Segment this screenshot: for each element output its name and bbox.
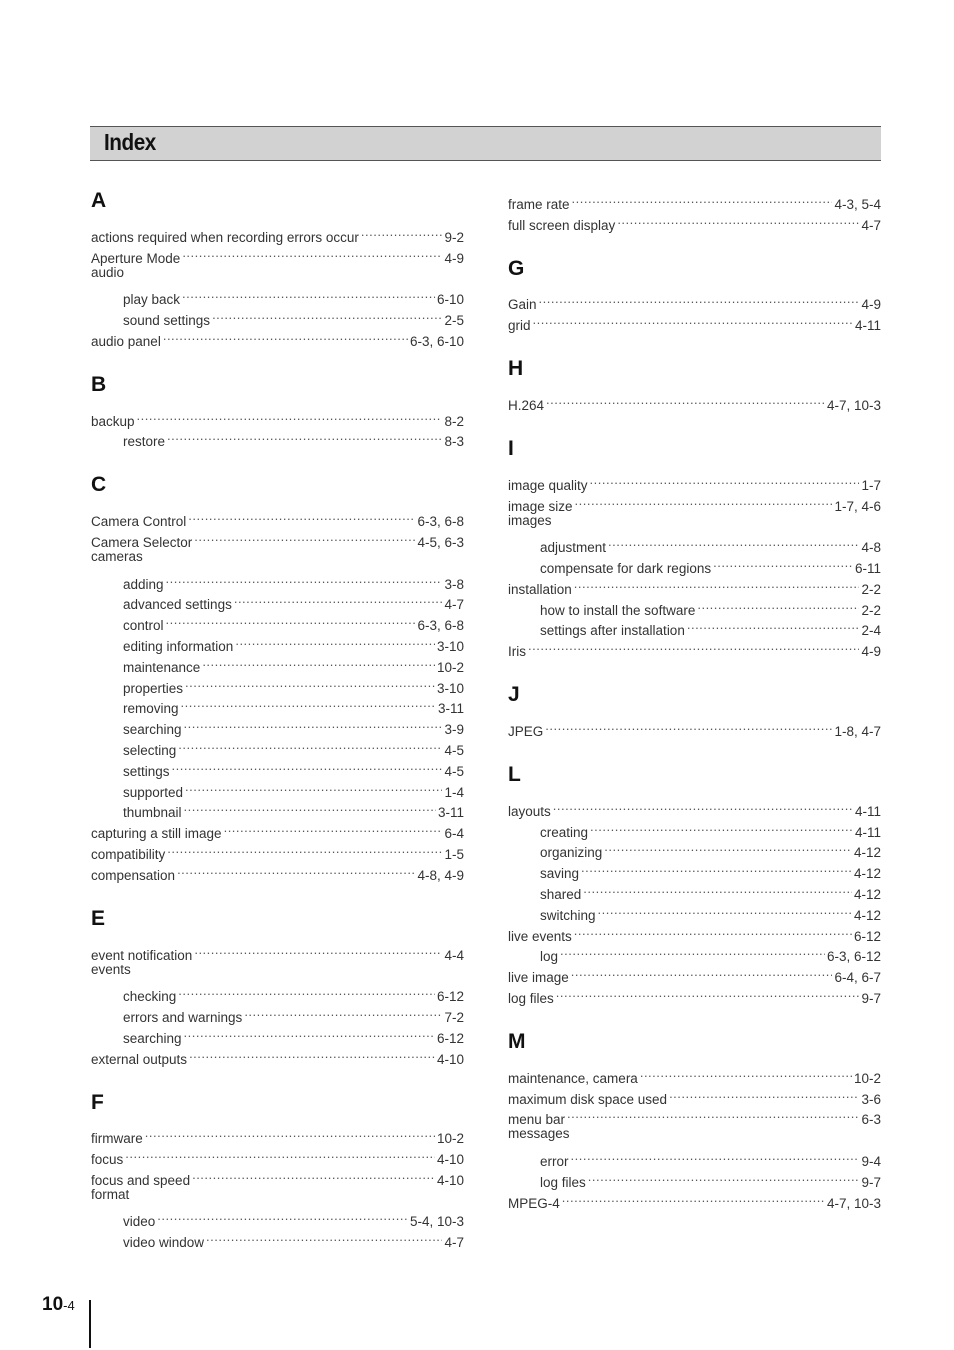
entry-page: 9-7 <box>861 990 881 1006</box>
index-entry <box>508 1187 881 1211</box>
dot-leader <box>539 289 860 310</box>
dot-leader <box>189 1043 435 1064</box>
index-section <box>508 436 881 660</box>
entry-page: 1-7 <box>861 477 881 493</box>
entry-page: 4-12 <box>853 866 881 882</box>
entry-label: restore <box>123 434 166 450</box>
dot-leader <box>572 188 833 209</box>
entry-label: log files <box>508 990 554 1006</box>
entry-label: selecting <box>123 742 177 758</box>
entry-page: 9-7 <box>861 1174 881 1190</box>
dot-leader <box>145 1123 435 1144</box>
dot-leader <box>206 1226 442 1247</box>
dot-leader <box>361 221 443 242</box>
footer-rule <box>89 1300 91 1348</box>
entry-page: 4-10 <box>436 1152 464 1168</box>
dot-leader <box>166 568 443 589</box>
index-entry <box>91 939 464 963</box>
entry-label: event notification <box>91 947 193 963</box>
index-entry <box>508 188 881 212</box>
index-entry <box>508 309 881 334</box>
entry-label: image size <box>508 498 573 514</box>
entry-page: 3-11 <box>437 805 464 821</box>
entry-label: audio <box>91 264 125 280</box>
entry-label: supported <box>123 784 184 800</box>
index-entry <box>508 289 881 313</box>
entry-label: shared <box>540 886 582 902</box>
entry-label: compensation <box>91 867 176 883</box>
section-letter: C <box>91 473 107 497</box>
dot-leader <box>713 552 853 573</box>
index-section <box>91 906 464 1067</box>
entry-label: compatibility <box>91 846 166 862</box>
entry-label: log <box>540 949 559 965</box>
index-column-left <box>91 188 464 1273</box>
entry-page: 3-9 <box>444 722 464 738</box>
entry-page: 1-4 <box>444 784 464 800</box>
entry-label: JPEG <box>508 723 544 739</box>
entry-page: 2-2 <box>861 581 881 597</box>
dot-leader <box>178 980 435 1001</box>
entry-page: 9-4 <box>861 1153 881 1169</box>
dot-leader <box>640 1062 852 1083</box>
entry-label: external outputs <box>91 1051 188 1067</box>
entry-page: 6-11 <box>854 560 881 576</box>
entry-page: 6-12 <box>436 1030 464 1046</box>
dot-leader <box>574 920 852 941</box>
entry-label: errors and warnings <box>123 1009 243 1025</box>
dot-leader <box>697 594 859 615</box>
index-entry <box>91 1143 464 1168</box>
dot-leader <box>546 389 825 410</box>
entry-label: events <box>91 961 131 977</box>
entry-page: 4-11 <box>854 318 881 334</box>
dot-leader <box>185 776 442 797</box>
entry-label: cameras <box>91 548 143 564</box>
dot-leader <box>137 405 443 426</box>
dot-leader <box>184 713 443 734</box>
entry-page: 2-2 <box>861 602 881 618</box>
entry-label: firmware <box>91 1131 143 1147</box>
index-entry <box>508 389 881 413</box>
entry-label: searching <box>123 722 182 738</box>
section-letter: L <box>508 762 521 786</box>
dot-leader <box>202 651 435 672</box>
entry-page: 4-11 <box>854 803 881 819</box>
entry-page: 4-5, 6-3 <box>417 534 464 550</box>
entry-label: how to install the software <box>540 602 696 618</box>
entry-page: 6-3 <box>861 1112 881 1128</box>
entry-label: error <box>540 1153 569 1169</box>
entry-page: 3-10 <box>436 638 464 654</box>
index-entry <box>508 961 881 986</box>
entry-label: maintenance <box>123 659 201 675</box>
dot-leader <box>234 589 443 610</box>
dot-leader <box>545 715 832 736</box>
index-section <box>91 188 464 349</box>
entry-label: checking <box>123 989 177 1005</box>
entry-label: capturing a still image <box>91 826 222 842</box>
dot-leader <box>528 635 859 656</box>
dot-leader <box>581 857 852 878</box>
index-entry <box>91 283 464 308</box>
entry-label: control <box>123 618 164 634</box>
dot-leader <box>194 939 442 960</box>
entry-label: searching <box>123 1030 182 1046</box>
entry-label: thumbnail <box>123 805 182 821</box>
index-entry <box>508 715 881 739</box>
entry-label: properties <box>123 680 184 696</box>
dot-leader <box>244 1001 442 1022</box>
entry-label: switching <box>540 907 596 923</box>
entry-page: 4-5 <box>444 763 464 779</box>
entry-label: editing information <box>123 638 234 654</box>
section-letter: E <box>91 906 106 930</box>
entry-label: backup <box>91 413 135 429</box>
dot-leader <box>166 609 416 630</box>
entry-label: maximum disk space used <box>508 1091 668 1107</box>
index-section <box>508 682 881 739</box>
entry-label: removing <box>123 701 179 717</box>
dot-leader <box>608 531 859 552</box>
index-entry <box>508 982 881 1006</box>
entry-page: 6-3, 6-8 <box>417 618 464 634</box>
index-entry <box>508 469 881 493</box>
section-letter: J <box>508 683 520 707</box>
entry-page: 4-12 <box>853 845 881 861</box>
index-entry <box>91 1206 464 1230</box>
entry-page: 1-5 <box>444 846 464 862</box>
dot-leader <box>178 734 442 755</box>
entry-page: 3-8 <box>444 576 464 592</box>
dot-leader <box>571 961 833 982</box>
index-entry <box>91 505 464 530</box>
entry-label: maintenance, camera <box>508 1070 638 1086</box>
entry-label: live image <box>508 970 569 986</box>
dot-leader <box>617 209 859 230</box>
dot-leader <box>574 573 860 594</box>
entry-page: 1-8, 4-7 <box>834 723 881 739</box>
dot-leader <box>125 1143 435 1164</box>
dot-leader <box>560 941 825 962</box>
section-letter: H <box>508 357 524 381</box>
entry-label: sound settings <box>123 312 211 328</box>
dot-leader <box>687 615 860 636</box>
entry-label: format <box>91 1186 130 1202</box>
entry-page: 6-10 <box>436 292 464 308</box>
entry-label: video <box>123 1214 156 1230</box>
dot-leader <box>182 283 435 304</box>
dot-leader <box>184 1022 435 1043</box>
index-entry <box>91 568 464 592</box>
index-section <box>91 372 464 450</box>
dot-leader <box>194 526 415 547</box>
index-entry <box>91 426 464 450</box>
entry-label: MPEG-4 <box>508 1195 560 1211</box>
entry-page: 4-7 <box>444 597 464 613</box>
entry-page: 3-10 <box>436 680 464 696</box>
entry-label: full screen display <box>508 217 616 233</box>
entry-label: Camera Control <box>91 514 187 530</box>
entry-label: installation <box>508 581 572 597</box>
entry-page: 4-8, 4-9 <box>417 867 464 883</box>
entry-page: 6-3, 6-12 <box>826 949 881 965</box>
dot-leader <box>575 490 833 511</box>
dot-leader <box>167 426 442 447</box>
section-letter: F <box>91 1090 104 1114</box>
entry-page: 2-4 <box>861 623 881 639</box>
entry-label: images <box>508 512 552 528</box>
entry-label: saving <box>540 866 580 882</box>
dot-leader <box>598 899 852 920</box>
entry-page: 4-10 <box>436 1051 464 1067</box>
section-letter: I <box>508 436 514 460</box>
index-entry <box>508 1062 881 1086</box>
entry-label: Camera Selector <box>91 534 193 550</box>
dot-leader <box>185 672 435 693</box>
dot-leader <box>556 982 860 1003</box>
dot-leader <box>167 838 442 859</box>
entry-page: 4-10 <box>436 1172 464 1188</box>
page-title: Index <box>104 129 156 155</box>
index-section <box>91 472 464 883</box>
index-entry <box>508 795 881 819</box>
dot-leader <box>604 837 852 858</box>
entry-page: 8-2 <box>444 413 464 429</box>
entry-label: Gain <box>508 297 537 313</box>
entry-page: 1-7, 4-6 <box>834 498 881 514</box>
index-entry <box>91 980 464 1005</box>
index-entry <box>91 221 464 245</box>
dot-leader <box>182 242 442 263</box>
index-title-bar <box>90 126 881 161</box>
dot-leader <box>172 755 443 776</box>
entry-page: 4-12 <box>853 907 881 923</box>
entry-label: settings after installation <box>540 623 685 639</box>
entry-label: focus and speed <box>91 1172 191 1188</box>
entry-page: 4-7 <box>444 1235 464 1251</box>
entry-page: 4-7, 10-3 <box>826 1195 881 1211</box>
entry-page: 4-9 <box>861 297 881 313</box>
entry-page: 4-9 <box>861 644 881 660</box>
entry-label: log files <box>540 1174 586 1190</box>
index-entry <box>508 635 881 660</box>
entry-page: 10-2 <box>436 659 464 675</box>
entry-page: 4-7 <box>861 217 881 233</box>
entry-page: 8-3 <box>444 434 464 450</box>
entry-label: organizing <box>540 845 603 861</box>
entry-label: messages <box>508 1126 570 1142</box>
entry-page: 6-3, 6-8 <box>417 514 464 530</box>
entry-label: image quality <box>508 477 588 493</box>
entry-page: 9-2 <box>444 229 464 245</box>
index-section <box>91 1090 464 1251</box>
index-entry <box>508 816 881 840</box>
index-entry <box>508 1145 881 1169</box>
dot-leader <box>184 797 436 818</box>
index-entry <box>508 531 881 556</box>
entry-page: 10-2 <box>853 1070 881 1086</box>
entry-page: 3-6 <box>861 1091 881 1107</box>
dot-leader <box>562 1187 825 1208</box>
entry-label: Aperture Mode <box>91 250 181 266</box>
page-number <box>42 1294 75 1316</box>
entry-page: 4-11 <box>854 824 881 840</box>
entry-page: 3-11 <box>437 701 464 717</box>
dot-leader <box>224 817 443 838</box>
entry-page: 4-3, 5-4 <box>834 196 881 212</box>
dot-leader <box>567 1104 859 1125</box>
entry-label: audio panel <box>91 333 161 349</box>
dot-leader <box>590 816 853 837</box>
entry-page: 2-5 <box>444 312 464 328</box>
dot-leader <box>533 309 853 330</box>
index-section <box>508 256 881 334</box>
entry-label: compensate for dark regions <box>540 560 712 576</box>
entry-label: adding <box>123 576 164 592</box>
dot-leader <box>235 630 435 651</box>
entry-page: 4-12 <box>853 886 881 902</box>
index-entry <box>91 1123 464 1147</box>
entry-label: actions required when recording errors occur <box>91 229 359 245</box>
dot-leader <box>157 1206 408 1227</box>
dot-leader <box>553 795 853 816</box>
dot-leader <box>192 1164 435 1185</box>
entry-page: 6-4, 6-7 <box>834 970 881 986</box>
dot-leader <box>669 1083 859 1104</box>
entry-page: 4-7, 10-3 <box>826 397 881 413</box>
entry-label: H.264 <box>508 397 545 413</box>
entry-label: creating <box>540 824 589 840</box>
entry-page: 4-8 <box>861 540 881 556</box>
index-entry <box>91 405 464 429</box>
entry-page: 5-4, 10-3 <box>409 1214 464 1230</box>
chapter-number: 10 <box>42 1294 64 1315</box>
index-column-right <box>508 188 881 1234</box>
dot-leader <box>177 859 415 880</box>
entry-page: 4-5 <box>444 742 464 758</box>
section-letter: B <box>91 372 107 396</box>
entry-label: frame rate <box>508 196 570 212</box>
entry-label: video window <box>123 1235 205 1251</box>
index-entry <box>508 941 881 965</box>
dot-leader <box>188 505 415 526</box>
index-section <box>508 762 881 1006</box>
index-entry <box>508 1124 881 1145</box>
dot-leader <box>163 325 408 346</box>
entry-page: 6-12 <box>853 928 881 944</box>
entry-label: settings <box>123 763 170 779</box>
section-letter: M <box>508 1029 526 1053</box>
entry-label: adjustment <box>540 540 607 556</box>
entry-page: 6-3, 6-10 <box>409 333 464 349</box>
dot-leader <box>590 469 860 490</box>
entry-label: focus <box>91 1152 124 1168</box>
entry-page: 4-4 <box>444 947 464 963</box>
entry-label: layouts <box>508 803 551 819</box>
entry-label: Iris <box>508 644 526 660</box>
section-letter: A <box>91 189 107 212</box>
entry-page: 6-12 <box>436 989 464 1005</box>
entry-page: 10-2 <box>436 1131 464 1147</box>
entry-page: 7-2 <box>444 1009 464 1025</box>
index-section <box>508 1029 881 1211</box>
dot-leader <box>181 693 436 714</box>
dot-leader <box>571 1145 860 1166</box>
entry-label: menu bar <box>508 1112 566 1128</box>
index-entry <box>91 1164 464 1188</box>
entry-label: live events <box>508 928 572 944</box>
entry-page: 4-9 <box>444 250 464 266</box>
entry-page: 6-4 <box>444 826 464 842</box>
section-letter: G <box>508 256 525 280</box>
entry-label: play back <box>123 292 181 308</box>
entry-label: grid <box>508 318 531 334</box>
dot-leader <box>583 878 852 899</box>
dot-leader <box>588 1166 860 1187</box>
index-section <box>508 188 881 233</box>
page-suffix: -4 <box>63 1298 75 1313</box>
index-section <box>508 356 881 413</box>
entry-label: advanced settings <box>123 597 232 613</box>
dot-leader <box>212 304 442 325</box>
